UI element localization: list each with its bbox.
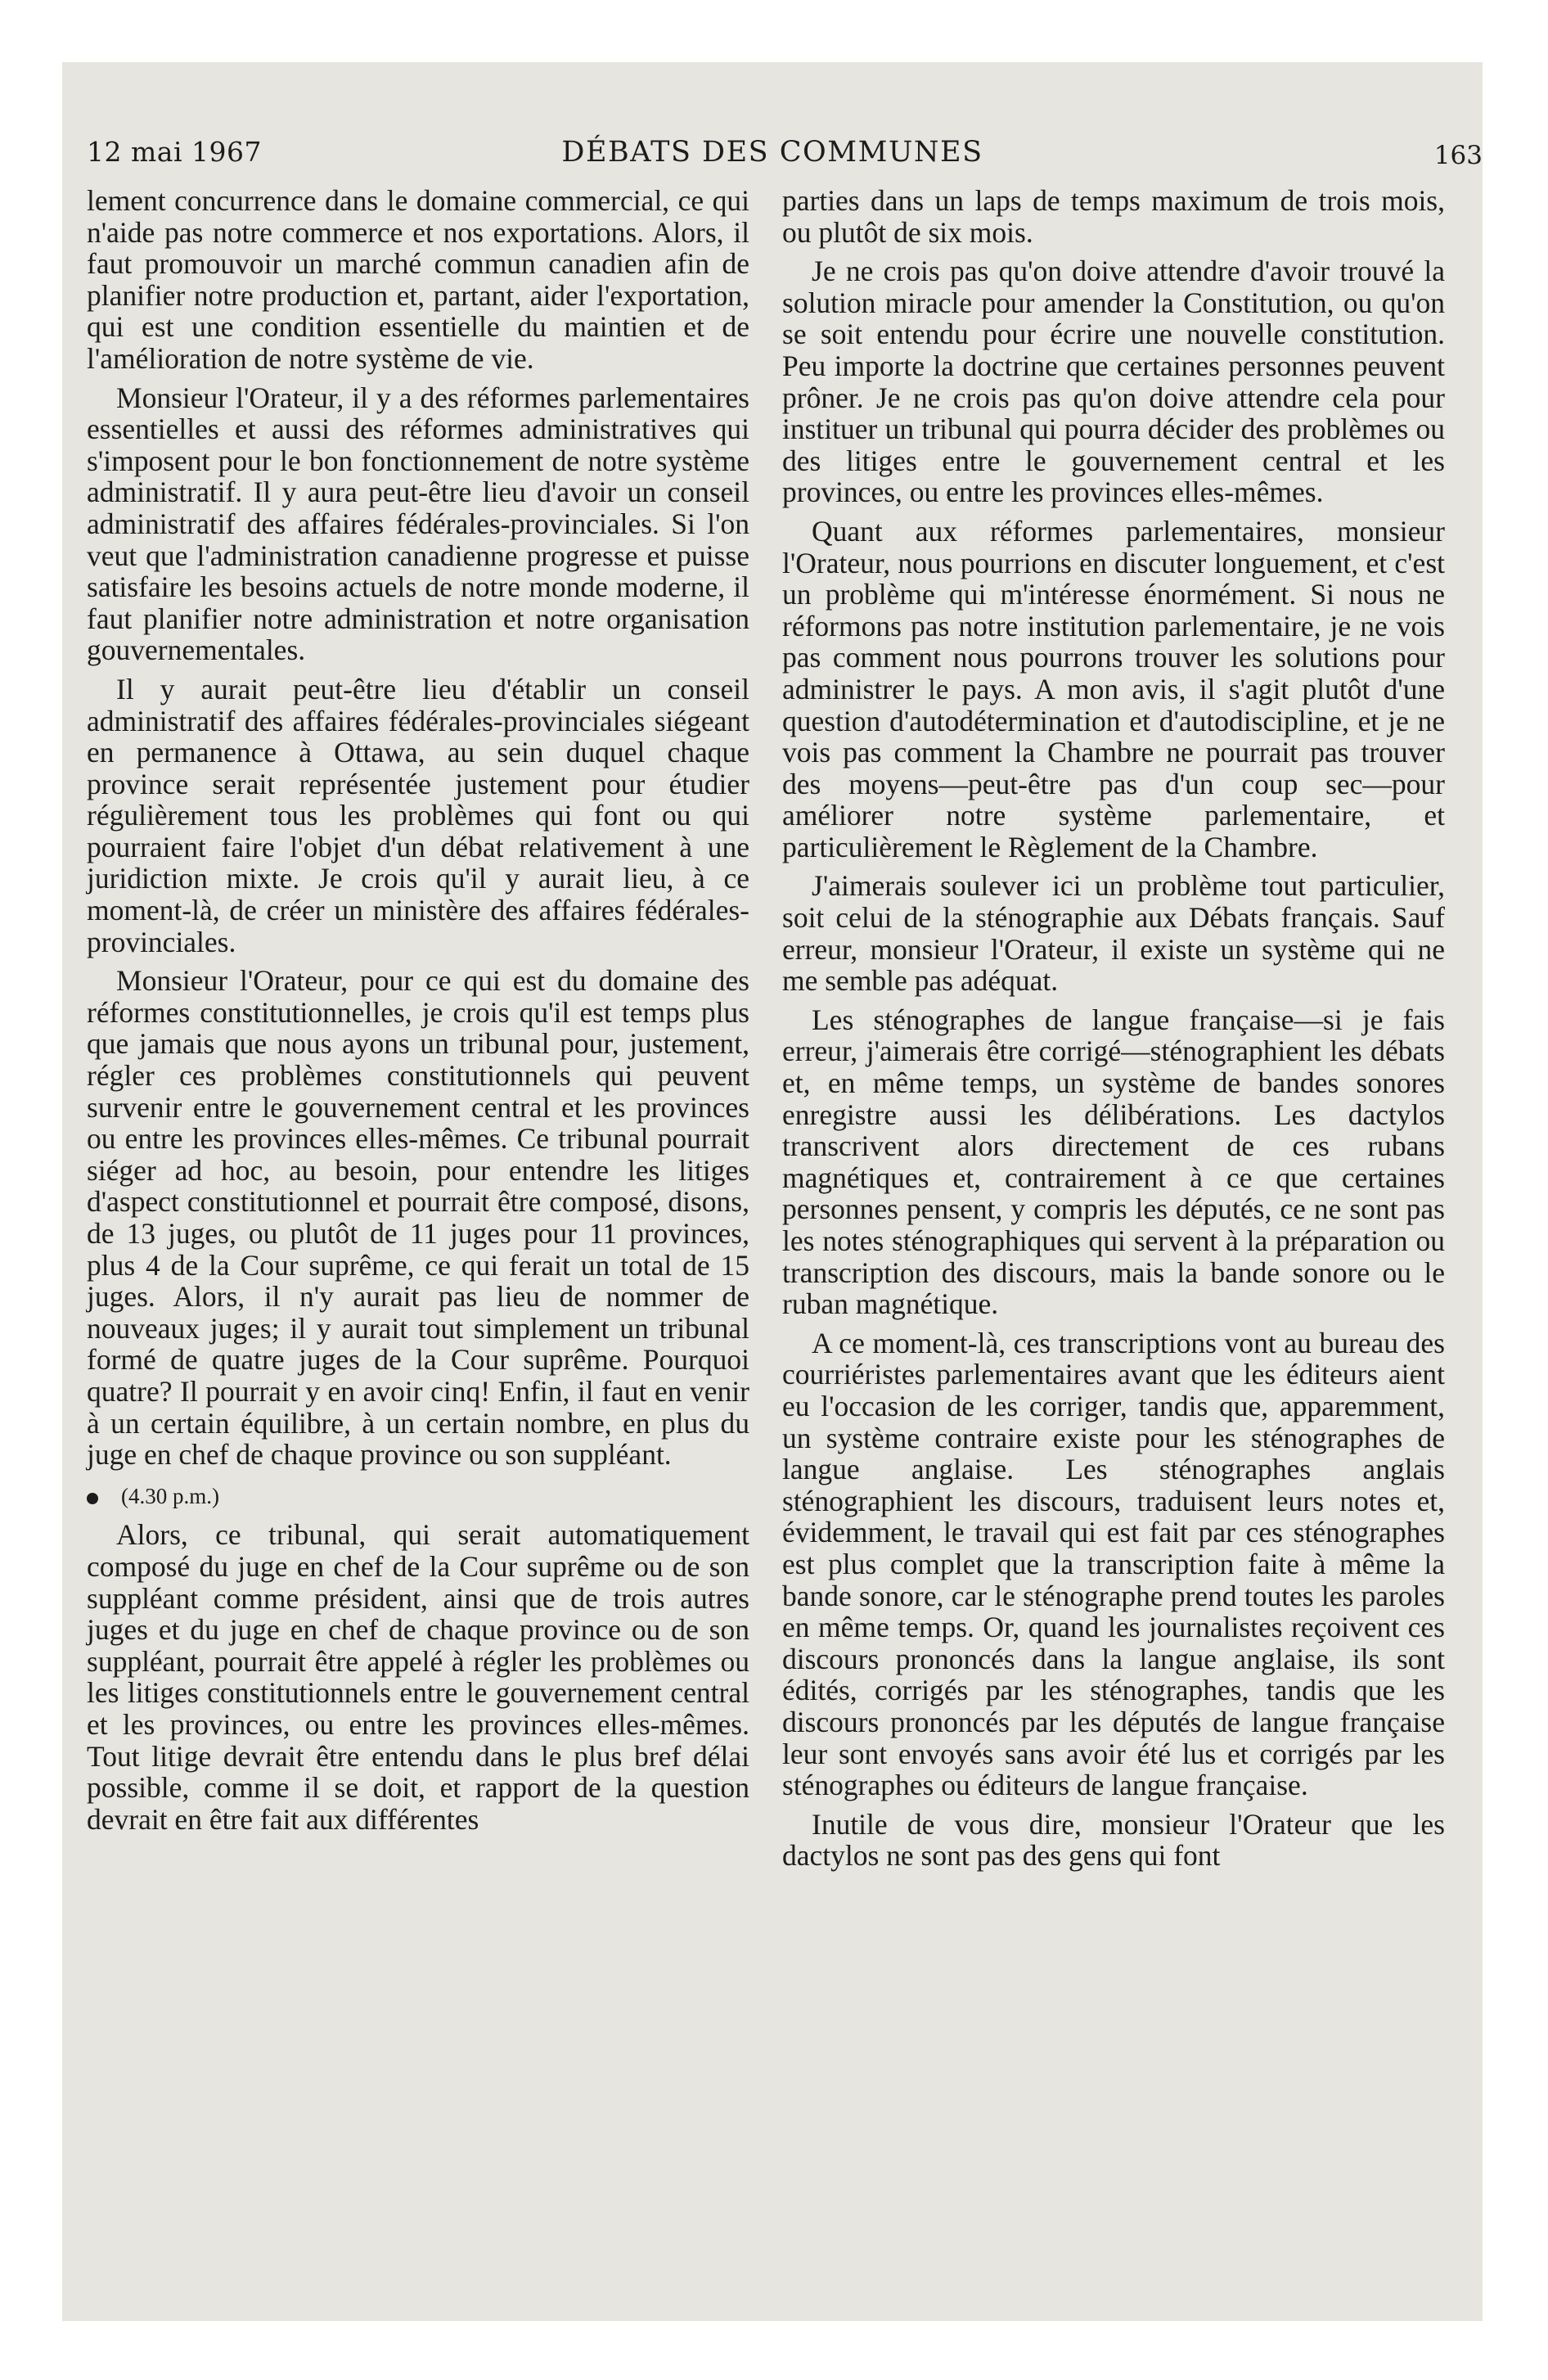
paragraph: Les sténographes de langue française—si je fais erreur, j'aimerais être corrigé—sténographient les débats et, en même temps, un système de bandes sonores enregistre aussi les délibérations. Les dactylos transcrivent alors directement de ces rubans magnétiques et, contrairement à ce que certaines personnes pensent, y compris les députés, ce ne sont pas les notes sténographiques qui servent à la préparation ou transcription des discours, mais la bande sonore ou le ruban magnétique. bbox=[782, 1003, 1445, 1321]
paragraph: Monsieur l'Orateur, il y a des réformes parlementaires essentielles et aussi des réformes administratives qui s'imposent pour le bon fonctionnement de notre système administratif. Il y aura peut-être lieu d'avoir un conseil administratif des affaires fédérales-provinciales. Si l'on veut que l'administration canadienne progresse et puisse satisfaire les besoins actuels de notre monde moderne, il faut planifier notre administration et notre organisation gouvernementales. bbox=[87, 381, 749, 667]
header-title: DÉBATS DES COMMUNES bbox=[561, 136, 983, 169]
right-column bbox=[782, 185, 1445, 1872]
paragraph: Inutile de vous dire, monsieur l'Orateur que les dactylos ne sont pas des gens qui font bbox=[782, 1807, 1445, 1873]
page-number: 163 bbox=[1433, 141, 1483, 170]
bullet-icon bbox=[87, 1493, 98, 1504]
time-marker bbox=[87, 1481, 749, 1512]
paragraph: Je ne crois pas qu'on doive attendre d'avoir trouvé la solution miracle pour amender la Constitution, ou qu'on se soit entendu pour écrire une nouvelle constitution. Peu importe la doctrine que certaines personnes peuvent prôner. Je ne crois pas qu'on doive attendre cela pour instituer un tribunal qui pourra décider des problèmes ou des litiges entre le gouvernement central et les provinces, ou entre les provinces elles-mêmes. bbox=[782, 255, 1445, 509]
paragraph: J'aimerais soulever ici un problème tout particulier, soit celui de la sténographie aux Débats français. Sauf erreur, monsieur l'Orateur, il existe un système qui ne me semble pas adéquat. bbox=[782, 869, 1445, 998]
paragraph: Monsieur l'Orateur, pour ce qui est du domaine des réformes constitutionnelles, je crois qu'il est temps plus que jamais que nous ayons un tribunal pour, justement, régler ces problèmes constitutionnels qui peuvent survenir entre le gouvernement central et les provinces ou entre les provinces elles-mêmes. Ce tribunal pourrait siéger ad hoc, au besoin, pour entendre les litiges d'aspect constitutionnel et pourrait être composé, disons, de 13 juges, ou plutôt de 11 juges pour 11 provinces, plus 4 de la Cour suprême, ce qui ferait un total de 15 juges. Alors, il n'y aurait pas lieu de nommer de nouveaux juges; il y aurait tout simplement un tribunal formé de quatre juges de la Cour suprême. Pourquoi quatre? Il pourrait y en avoir cinq! Enfin, il faut en venir à un certain équilibre, à un certain nombre, en plus du juge en chef de chaque province ou son suppléant. bbox=[87, 964, 749, 1472]
header-date: 12 mai 1967 bbox=[87, 136, 262, 168]
left-column bbox=[87, 185, 749, 1835]
scanned-page bbox=[62, 62, 1483, 2321]
page-header bbox=[62, 136, 1483, 182]
paragraph: Quant aux réformes parlementaires, monsieur l'Orateur, nous pourrions en discuter longuement, et c'est un problème qui m'intéresse énormément. Si nous ne réformons pas notre institution parlementaire, je ne vois pas comment nous pourrons trouver les solutions pour administrer le pays. A mon avis, il s'agit plutôt d'une question d'autodétermination et d'autodiscipline, et je ne vois pas comment la Chambre ne pourrait pas trouver des moyens—peut-être pas d'un coup sec—pour améliorer notre système parlementaire, et particulièrement le Règlement de la Chambre. bbox=[782, 514, 1445, 863]
paragraph: A ce moment-là, ces transcriptions vont au bureau des courriéristes parlementaires avant que les éditeurs aient eu l'occasion de les corriger, tandis que, apparemment, un système contraire existe pour les sténographes de langue anglaise. Les sténographes anglais sténographient les discours, traduisent leurs notes et, évidemment, le travail qui est fait par ces sténographes est plus complet que la transcription faite à même la bande sonore, car le sténographe prend toutes les paroles en même temps. Or, quand les journalistes reçoivent ces discours prononcés dans la langue anglaise, ils sont édités, corrigés par les sténographes, tandis que les discours prononcés par les députés de langue française leur sont envoyés sans avoir été lus et corrigés par les sténographes ou éditeurs de langue française. bbox=[782, 1326, 1445, 1802]
paragraph: lement concurrence dans le domaine commercial, ce qui n'aide pas notre commerce et nos exportations. Alors, il faut promouvoir un marché commun canadien afin de planifier notre production et, partant, aider l'exportation, qui est une condition essentielle du maintien et de l'amélioration de notre système de vie. bbox=[87, 184, 749, 375]
paragraph: Il y aurait peut-être lieu d'établir un conseil administratif des affaires fédérales-provinciales siégeant en permanence à Ottawa, au sein duquel chaque province serait représentée justement pour étudier régulièrement tous les problèmes qui font ou qui pourraient faire l'objet d'un débat relativement à une juridiction mixte. Je crois qu'il y aurait lieu, à ce moment-là, de créer un ministère des affaires fédérales-provinciales. bbox=[87, 672, 749, 958]
paragraph: Alors, ce tribunal, qui serait automatiquement composé du juge en chef de la Cour suprême ou de son suppléant comme président, ainsi que de trois autres juges et du juge en chef de chaque province ou de son suppléant, pourrait être appelé à régler les problèmes ou les litiges constitutionnels entre le gouvernement central et les provinces, ou entre les provinces elles-mêmes. Tout litige devrait être entendu dans le plus bref délai possible, comme il se doit, et rapport de la question devrait en être fait aux différentes bbox=[87, 1518, 749, 1836]
paragraph: parties dans un laps de temps maximum de trois mois, ou plutôt de six mois. bbox=[782, 184, 1445, 249]
time-marker-text: (4.30 p.m.) bbox=[121, 1483, 219, 1508]
